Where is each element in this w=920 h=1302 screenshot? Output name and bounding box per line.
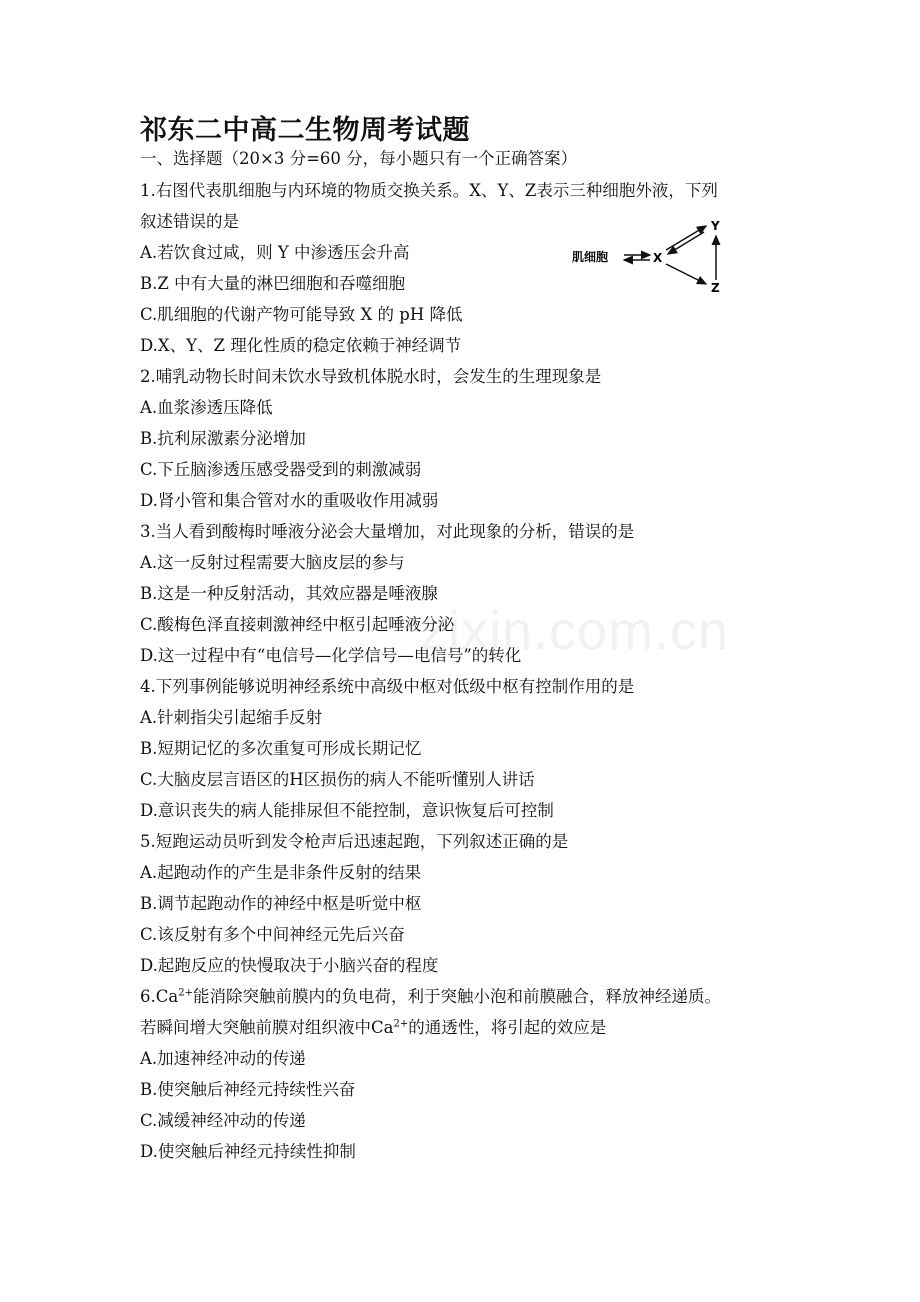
q6-stem-line2-b: 的通透性，将引起的效应是 [408, 1018, 607, 1037]
q6-option-a: A.加速神经冲动的传递 [140, 1049, 306, 1068]
q6-stem-line2-a: 若瞬间增大突触前膜对组织液中Ca [140, 1018, 394, 1037]
diagram-node-y: Y [711, 219, 720, 233]
q6-stem-line1 [140, 986, 721, 1008]
q6-stem-line2 [140, 1017, 606, 1039]
diagram-node-x: X [653, 251, 663, 265]
q6-option-b: B.使突触后神经元持续性兴奋 [140, 1080, 356, 1099]
q1-option-b: B.Z 中有大量的淋巴细胞和吞噬细胞 [140, 274, 406, 293]
arrow-y-to-x [668, 232, 704, 254]
q4-option-a: A.针刺指尖引起缩手反射 [140, 708, 323, 727]
q1-option-a: A.若饮食过咸，则 Y 中渗透压会升高 [140, 243, 410, 262]
q6-stem-line1-b: 能消除突触前膜内的负电荷，利于突触小泡和前膜融合，释放神经递质。 [192, 987, 721, 1006]
arrow-x-to-y [666, 226, 706, 250]
diagram-node-z: Z [711, 281, 720, 295]
q6-option-d: D.使突触后神经元持续性抑制 [140, 1142, 356, 1161]
q3-stem: 3.当人看到酸梅时唾液分泌会大量增加，对此现象的分析，错误的是 [140, 522, 635, 541]
q6-stem-line1-sup: 2+ [178, 987, 193, 999]
fluid-exchange-diagram [570, 212, 730, 296]
page-title: 祁东二中高二生物周考试题 [140, 115, 470, 146]
q6-option-c: C.减缓神经冲动的传递 [140, 1111, 306, 1130]
q3-option-a: A.这一反射过程需要大脑皮层的参与 [140, 553, 405, 572]
q1-option-c: C.肌细胞的代谢产物可能导致 X 的 pH 降低 [140, 305, 463, 324]
q4-stem: 4.下列事例能够说明神经系统中高级中枢对低级中枢有控制作用的是 [140, 677, 635, 696]
q1-stem-line2: 叙述错误的是 [140, 212, 239, 231]
q6-stem-line1-a: 6.Ca [140, 987, 179, 1006]
q3-option-c: C.酸梅色泽直接刺激神经中枢引起唾液分泌 [140, 615, 455, 634]
q5-option-d: D.起跑反应的快慢取决于小脑兴奋的程度 [140, 956, 439, 975]
watermark: zixin.com.cn [420, 601, 730, 661]
section-heading: 一、选择题（20×3 分=60 分，每小题只有一个正确答案） [140, 149, 578, 168]
q1-option-d: D.X、Y、Z 理化性质的稳定依赖于神经调节 [140, 336, 462, 355]
diagram-muscle-label: 肌细胞 [572, 250, 609, 264]
q2-option-d: D.肾小管和集合管对水的重吸收作用减弱 [140, 491, 439, 510]
q4-option-b: B.短期记忆的多次重复可形成长期记忆 [140, 739, 422, 758]
q2-option-a: A.血浆渗透压降低 [140, 398, 273, 417]
q4-option-d: D.意识丧失的病人能排尿但不能控制，意识恢复后可控制 [140, 801, 554, 820]
q5-option-a: A.起跑动作的产生是非条件反射的结果 [140, 863, 422, 882]
q6-stem-line2-sup: 2+ [393, 1018, 409, 1030]
q4-option-c: C.大脑皮层言语区的H区损伤的病人不能听懂别人讲话 [140, 770, 535, 789]
q5-stem: 5.短跑运动员听到发令枪声后迅速起跑，下列叙述正确的是 [140, 832, 569, 851]
q5-option-c: C.该反射有多个中间神经元先后兴奋 [140, 925, 405, 944]
q2-stem: 2.哺乳动物长时间未饮水导致机体脱水时，会发生的生理现象是 [140, 367, 602, 386]
arrow-x-to-z [666, 264, 706, 284]
q1-stem-line1: 1.右图代表肌细胞与内环境的物质交换关系。X、Y、Z表示三种细胞外液，下列 [140, 181, 718, 200]
q5-option-b: B.调节起跑动作的神经中枢是听觉中枢 [140, 894, 422, 913]
q3-option-d: D.这一过程中有“电信号—化学信号—电信号”的转化 [140, 646, 522, 665]
q3-option-b: B.这是一种反射活动，其效应器是唾液腺 [140, 584, 438, 603]
q2-option-b: B.抗利尿激素分泌增加 [140, 429, 306, 448]
q2-option-c: C.下丘脑渗透压感受器受到的刺激减弱 [140, 460, 422, 479]
